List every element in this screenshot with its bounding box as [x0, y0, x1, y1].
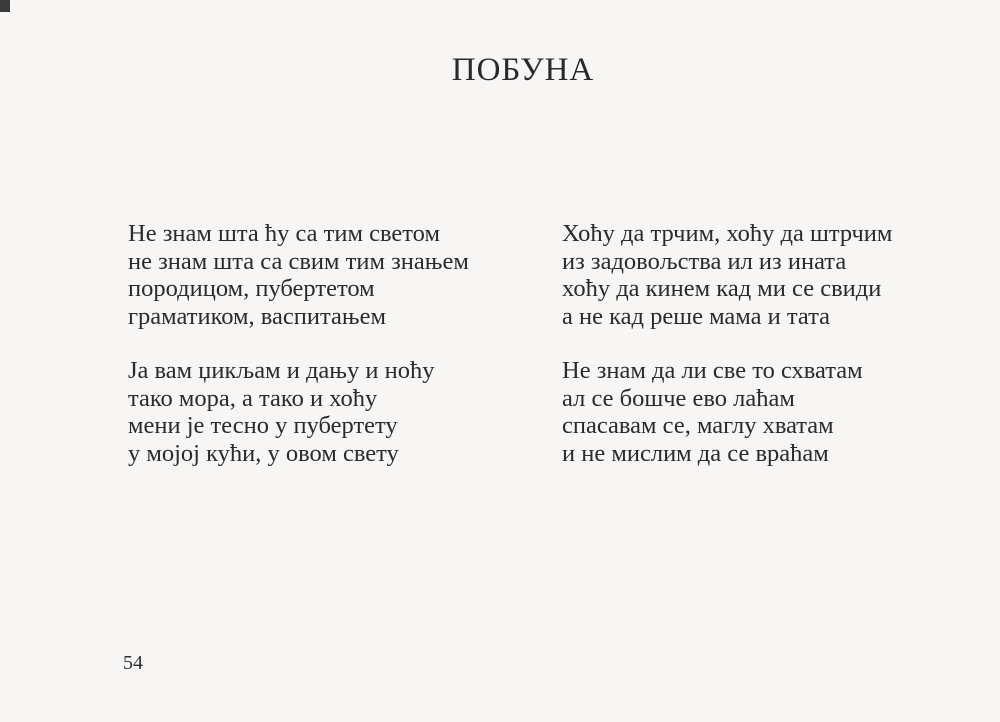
poem-line: а не кад реше мама и тата: [562, 302, 831, 330]
poem-line: из задовољства ил из ината: [562, 247, 847, 275]
poem-line: породицом, пубертетом: [128, 275, 375, 302]
stanza: [128, 220, 469, 330]
poem-line: спасавам се, маглу хватам: [562, 412, 834, 439]
poem-title: ПОБУНА: [451, 52, 595, 88]
poem-line: Ја вам џикљам и дању и ноћу: [128, 357, 435, 384]
poem-line: мени је тесно у пубертету: [128, 412, 398, 439]
page-edge-mark: [0, 0, 10, 12]
poem-line: Не знам шта ћу са тим светом: [128, 220, 440, 247]
poem-left-column: [128, 220, 469, 494]
poem-line: и не мислим да се враћам: [562, 439, 829, 467]
poem-right-column: [562, 220, 892, 494]
poem-line: тако мора, а тако и хоћу: [128, 384, 378, 412]
poem-line: Хоћу да трчим, хоћу да штрчим: [562, 220, 893, 247]
page-number: 54: [123, 652, 143, 674]
poem-line: не знам шта са свим тим знањем: [128, 247, 469, 275]
stanza: [128, 357, 469, 467]
poem-line: граматиком, васпитањем: [128, 302, 386, 330]
stanza: [562, 357, 892, 467]
poem-line: ал се бошче ево лаћам: [562, 384, 795, 412]
poem-line: хоћу да кинем кад ми се свиди: [562, 275, 882, 302]
poem-line: Не знам да ли све то схватам: [562, 357, 863, 384]
stanza: [562, 220, 892, 330]
poem-line: у мојој кући, у овом свету: [128, 439, 399, 467]
